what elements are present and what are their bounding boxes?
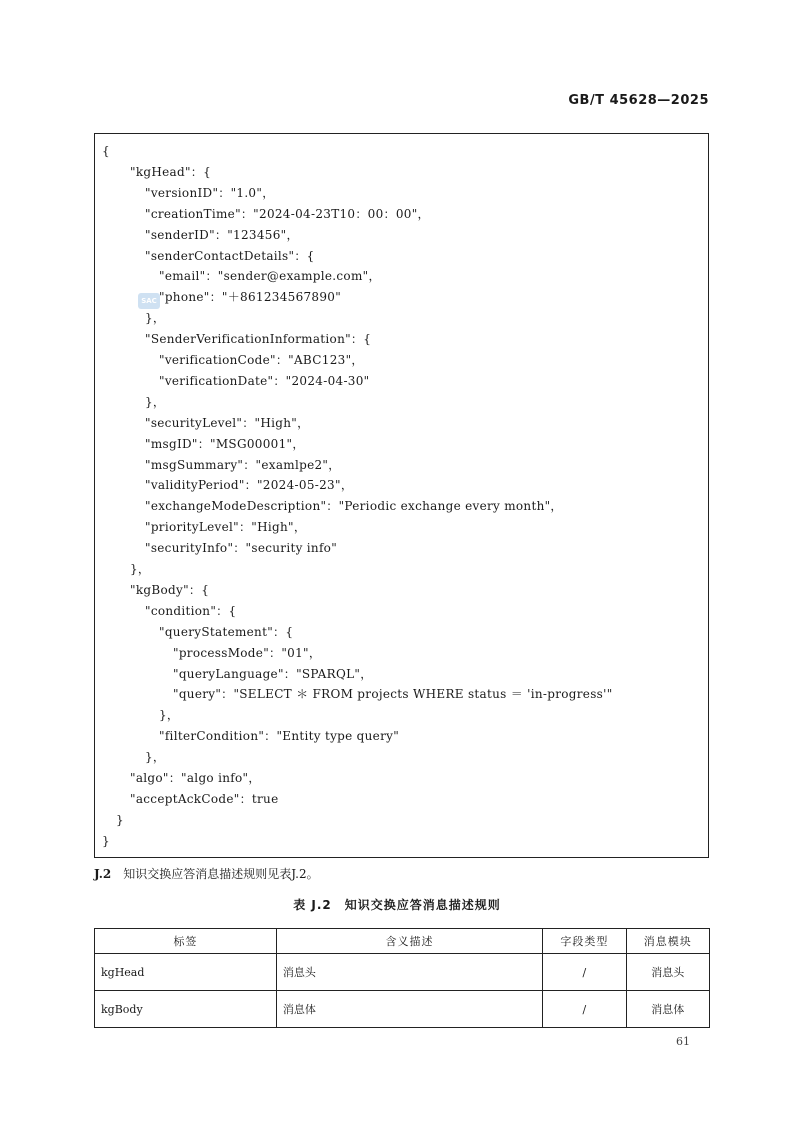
- code-line: "verificationCode"："ABC123"，: [159, 353, 364, 367]
- code-line: "SenderVerificationInformation"：{: [145, 332, 372, 347]
- code-line: "priorityLevel"："High"，: [145, 520, 307, 535]
- code-line: "securityInfo"："security info": [145, 541, 338, 556]
- page-number: 61: [676, 1035, 690, 1048]
- section-number: J.2: [94, 867, 112, 881]
- header-description: 含义描述: [276, 929, 542, 954]
- code-line: }，: [145, 394, 166, 409]
- code-line: "versionID"："1.0"，: [145, 185, 275, 200]
- code-line: "securityLevel"："High"，: [145, 415, 310, 430]
- code-line: "email"："sender@example.com"，: [159, 269, 381, 284]
- watermark-text: SAC: [141, 297, 157, 305]
- code-line: "kgBody"：{: [130, 582, 210, 597]
- table-header-row: [95, 929, 710, 954]
- code-line: "kgHead"：{: [130, 164, 212, 179]
- header-field-type: 字段类型: [543, 929, 626, 954]
- code-line: "senderContactDetails"：{: [145, 248, 315, 263]
- cell-label: kgHead: [95, 954, 277, 991]
- code-line: "validityPeriod"："2024-05-23"，: [145, 478, 354, 493]
- standard-number: GB/T 45628—2025: [568, 93, 709, 108]
- code-line: "creationTime"："2024-04-23T10：00：00"，: [145, 206, 430, 221]
- message-rules-table: [94, 928, 710, 1028]
- code-line: "processMode"："01"，: [173, 645, 322, 660]
- header-label: 标签: [95, 929, 277, 954]
- table-row: [95, 991, 710, 1028]
- code-line: "condition"：{: [145, 603, 237, 618]
- header-message-module: 消息模块: [626, 929, 709, 954]
- code-line: }: [102, 833, 110, 848]
- code-line: }，: [145, 311, 166, 326]
- code-line: "queryLanguage"："SPARQL"，: [173, 666, 373, 681]
- json-code-block: [94, 133, 709, 858]
- section-J2: [94, 865, 319, 882]
- code-line: "filterCondition"："Entity type query": [159, 729, 400, 744]
- cell-field-type: /: [543, 954, 626, 991]
- code-line: "phone"："＋861234567890": [159, 290, 342, 305]
- code-line: }，: [159, 708, 180, 723]
- cell-message-module: 消息体: [626, 991, 709, 1028]
- cell-description: 消息头: [276, 954, 542, 991]
- sac-watermark-logo: [138, 293, 160, 309]
- code-line: }: [116, 812, 124, 827]
- code-line: "senderID"："123456"，: [145, 227, 299, 242]
- code-line: {: [102, 144, 110, 158]
- table-row: [95, 954, 710, 991]
- code-line: "verificationDate"："2024-04-30": [159, 373, 370, 388]
- section-text: 知识交换应答消息描述规则见表J.2。: [123, 867, 319, 881]
- code-line: "exchangeModeDescription"："Periodic exchange every month"，: [145, 499, 563, 514]
- code-line: "acceptAckCode"：true: [130, 791, 279, 806]
- code-line: "query"："SELECT ＊ FROM projects WHERE status ＝ 'in-progress'": [173, 687, 613, 702]
- code-line: "algo"："algo info"，: [130, 771, 261, 785]
- cell-description: 消息体: [276, 991, 542, 1028]
- cell-label: kgBody: [95, 991, 277, 1028]
- code-line: "msgID"："MSG00001"，: [145, 436, 305, 451]
- code-line: "queryStatement"：{: [159, 624, 294, 639]
- cell-field-type: /: [543, 991, 626, 1028]
- table-title: 表 J.2 知识交换应答消息描述规则: [293, 898, 501, 912]
- code-line: }，: [145, 750, 166, 765]
- code-line: }，: [130, 562, 151, 576]
- cell-message-module: 消息头: [626, 954, 709, 991]
- code-line: "msgSummary"："examlpe2"，: [145, 457, 341, 472]
